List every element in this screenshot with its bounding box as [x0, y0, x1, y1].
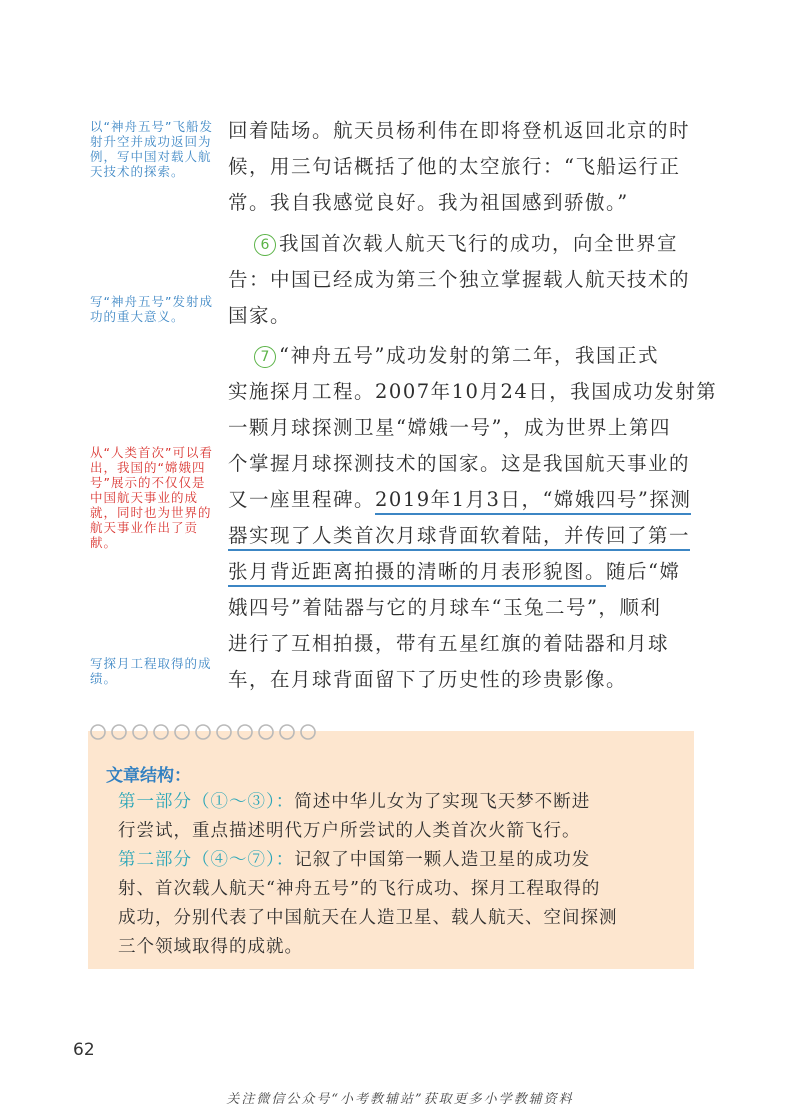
text-span: 随后“嫦: [606, 560, 681, 583]
underlined-text: 器实现了人类首次月球背面软着陆，并传回了第一: [228, 524, 690, 551]
text-line: [228, 226, 698, 262]
paragraph-number-6: 6: [254, 234, 276, 256]
text-line: [228, 482, 698, 518]
text-line: 国家。: [228, 304, 292, 327]
paragraph-number-7: 7: [254, 346, 276, 368]
text-line: 常。我自我感觉良好。我为祖国感到骄傲。”: [228, 191, 629, 214]
text-line: 回着陆场。航天员杨利伟在即将登机返回北京的时: [228, 119, 691, 142]
side-note-3: 从“人类首次”可以看出，我国的“嫦娥四号”展示的不仅仅是中国航天事业的成就，同时也为世界的航天事业作出了贡献。: [90, 445, 213, 550]
text-line: 行尝试，重点描述明代万户所尝试的人类首次火箭飞行。: [118, 821, 581, 841]
footer-watermark: 关注微信公众号“小考教辅站”获取更多小学教辅资料: [226, 1092, 574, 1107]
structure-body: [118, 788, 688, 962]
text-line: 告：中国已经成为第三个独立掌握载人航天技术的: [228, 268, 691, 291]
text-span: 我国首次载人航天飞行的成功，向全世界宣: [279, 232, 679, 255]
text-line: 实施探月工程。2007年10月24日，我国成功发射第: [228, 380, 718, 403]
text-line: [228, 518, 698, 554]
side-note-1: 以“神舟五号”飞船发射升空并成功返回为例，写中国对载人航天技术的探索。: [90, 119, 213, 179]
text-line: [118, 846, 688, 875]
text-span: 简述中华儿女为了实现飞天梦不断进: [294, 792, 591, 812]
part-label: 第二部分（④～⑦）：: [118, 850, 295, 870]
paragraph-6: [228, 226, 698, 334]
underlined-text: 2019年1月3日，“嫦娥四号”探测: [375, 488, 691, 515]
side-note-2: 写“神舟五号”发射成功的重大意义。: [90, 294, 213, 324]
text-line: 进行了互相拍摄，带有五星红旗的着陆器和月球: [228, 632, 670, 655]
text-span: “神舟五号”成功发射的第二年，我国正式: [279, 344, 659, 367]
text-line: 娥四号”着陆器与它的月球车“玉兔二号”，顺利: [228, 596, 662, 619]
text-line: 成功，分别代表了中国航天在人造卫星、载人航天、空间探测: [118, 908, 618, 928]
paragraph-7: [228, 338, 718, 698]
paragraph-5: [228, 113, 698, 221]
side-note-4: 写探月工程取得的成绩。: [90, 656, 212, 686]
text-span: 记叙了中国第一颗人造卫星的成功发: [294, 850, 591, 870]
text-line: [228, 338, 698, 374]
underlined-text: 张月背近距离拍摄的清晰的月表形貌图。: [228, 560, 606, 587]
spiral-binding-icon: [88, 720, 328, 742]
text-line: 射、首次载人航天“神舟五号”的飞行成功、探月工程取得的: [118, 879, 601, 899]
text-line: [118, 788, 688, 817]
text-line: 一颗月球探测卫星“嫦娥一号”，成为世界上第四: [228, 416, 671, 439]
part-label: 第一部分（①～③）：: [118, 792, 295, 812]
text-line: 候，用三句话概括了他的太空旅行：“飞船运行正: [228, 155, 681, 178]
text-line: 三个领域取得的成就。: [118, 937, 303, 957]
text-line: 车，在月球背面留下了历史性的珍贵影像。: [228, 668, 628, 691]
structure-title: 文章结构：: [106, 766, 191, 786]
text-line: [228, 554, 698, 590]
text-span: 又一座里程碑。: [228, 488, 376, 511]
page-number: 62: [73, 1040, 95, 1060]
text-line: 个掌握月球探测技术的国家。这是我国航天事业的: [228, 452, 691, 475]
